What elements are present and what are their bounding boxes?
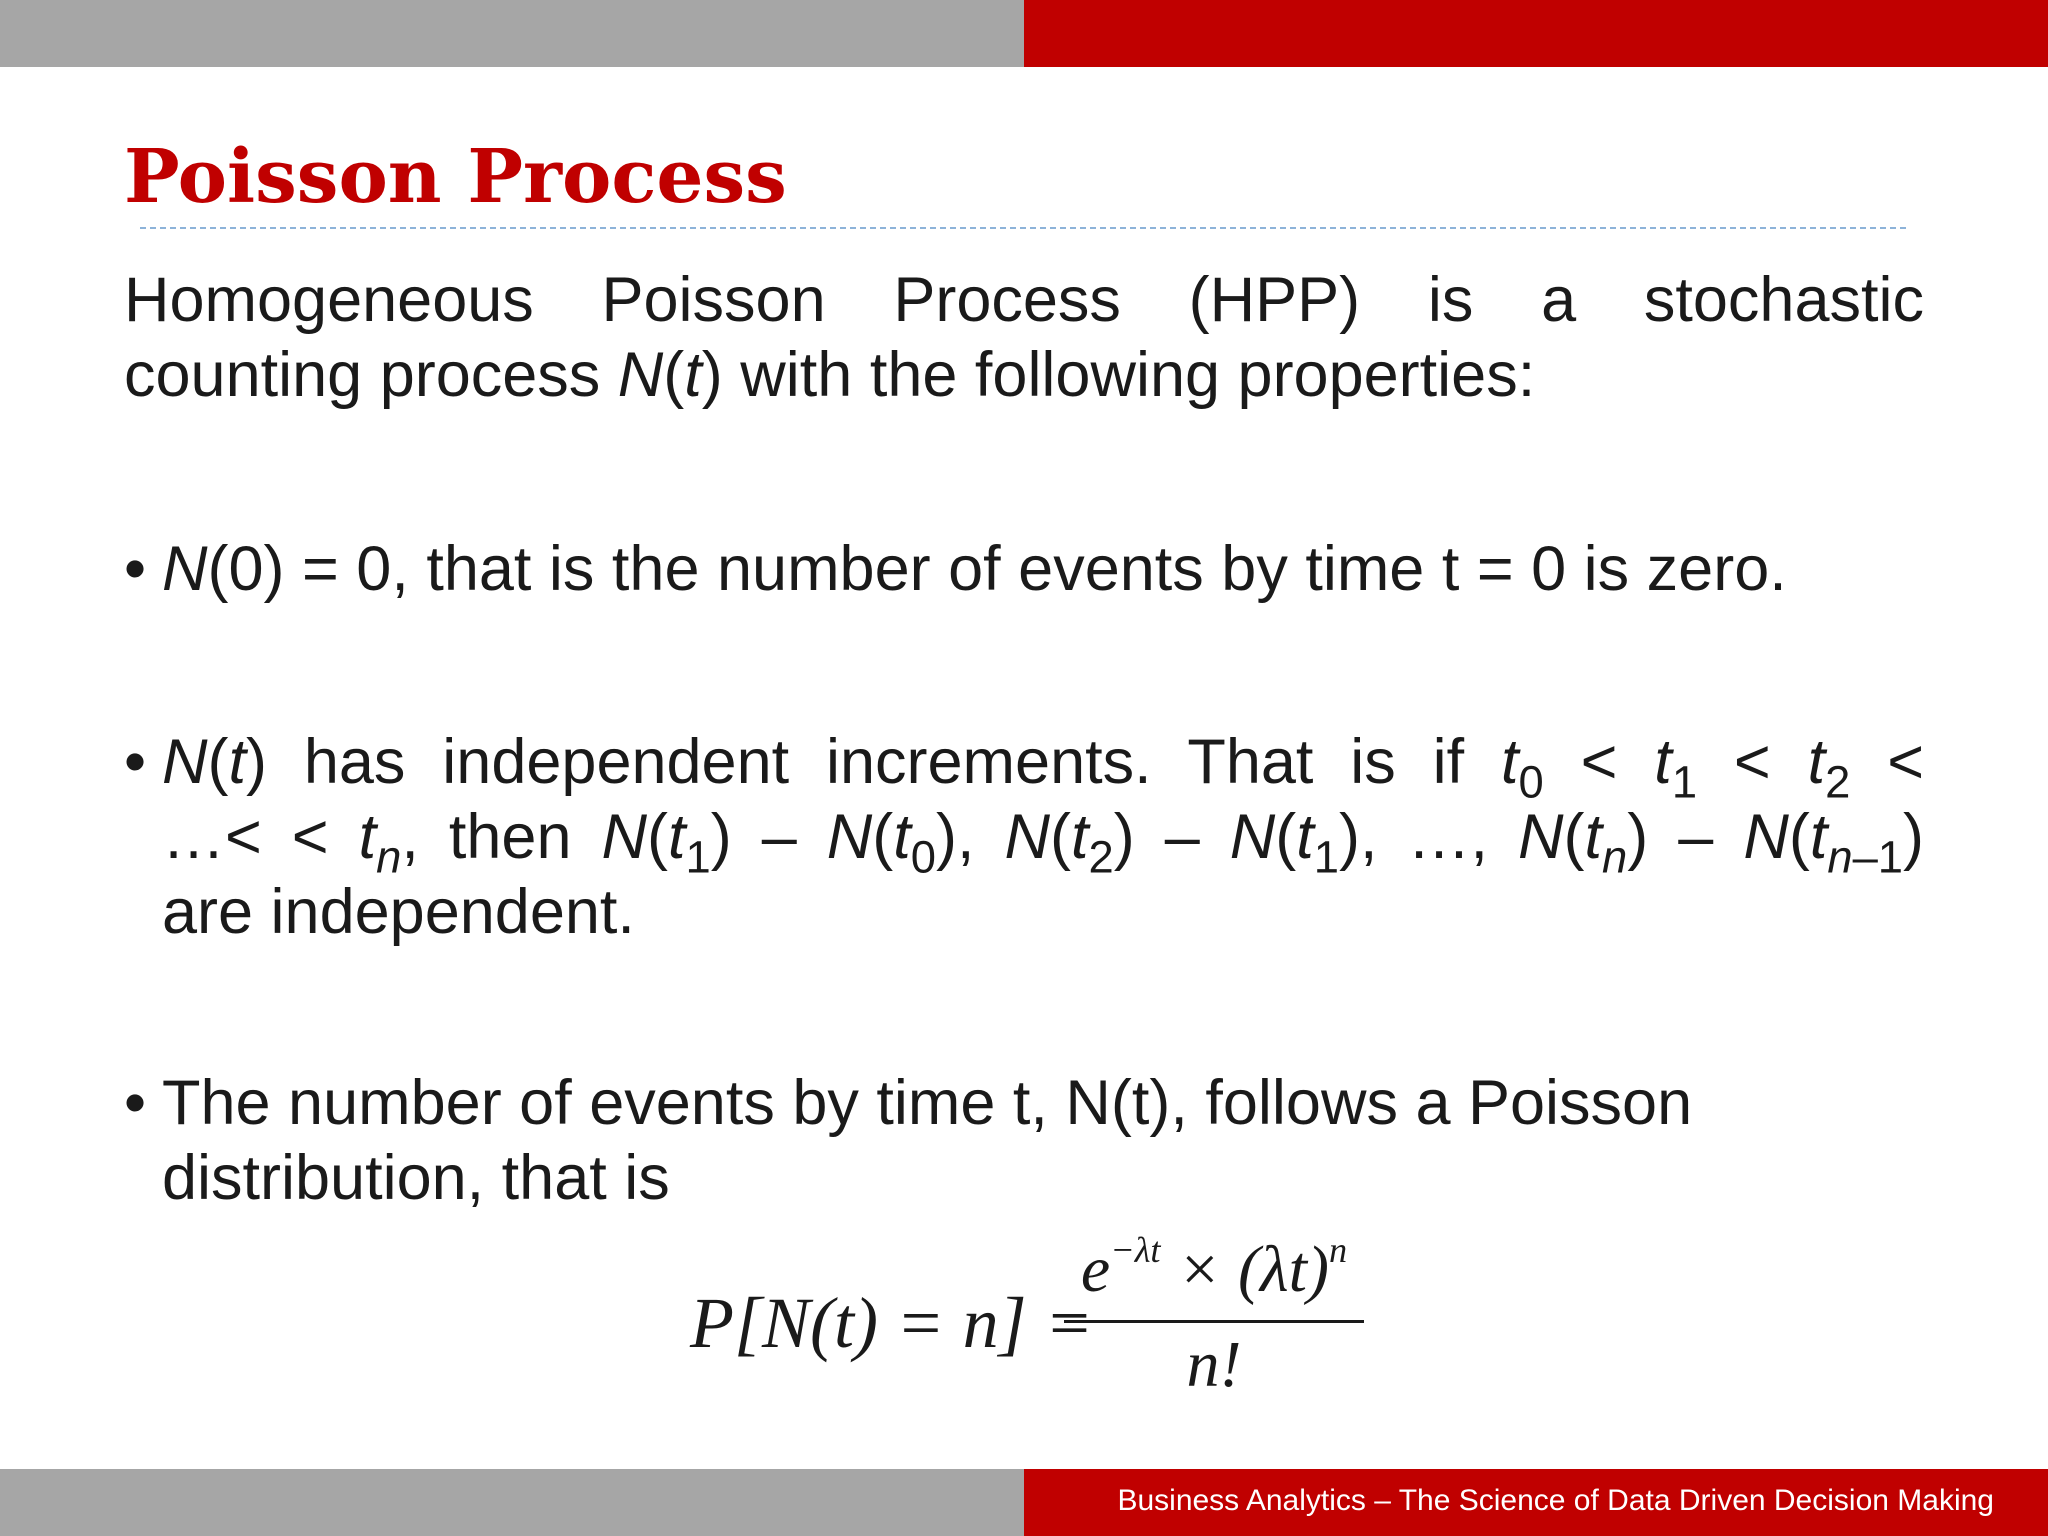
bullet-2-line-3: are independent. — [162, 877, 635, 947]
intro-line-1: Homogeneous Poisson Process (HPP) is a stochastic — [124, 265, 1924, 335]
top-band-gray — [0, 0, 1024, 67]
bullet-3-line-1: The number of events by time t, N(t), follows a Poisson — [162, 1068, 1693, 1138]
fraction-bar — [1064, 1320, 1364, 1323]
bullet-3-text — [162, 1066, 1924, 1216]
poisson-formula — [690, 1229, 1370, 1412]
bullet-item-2 — [124, 725, 1924, 950]
intro-line-2: counting process N(t) with the following properties: — [124, 340, 1536, 410]
bullet-3-line-2: distribution, that is — [162, 1143, 670, 1213]
footer-caption: Business Analytics – The Science of Data Driven Decision Making — [1117, 1484, 1994, 1517]
intro-paragraph — [124, 263, 1924, 413]
bullet-1-text: N(0) = 0, that is the number of events by time t = 0 is zero. — [162, 534, 1787, 604]
title-divider — [140, 227, 1906, 229]
formula-numerator: $e^{-\lambda t} \times (\lambda t)^n$ — [1080, 1229, 1348, 1306]
bullet-2-text — [162, 725, 1924, 950]
footer-band-gray — [0, 1469, 1024, 1536]
bullet-item-3 — [124, 1066, 1924, 1216]
formula-denominator: n! — [1186, 1328, 1242, 1401]
bullet-2-line-1: N(t) has independent increments. That is if $t_0 < t_1 < t_2$ < — [162, 727, 1924, 808]
bullet-marker: • — [124, 534, 147, 604]
formula-lhs: P[N(t) = n] = — [690, 1283, 1094, 1363]
top-band-red — [1024, 0, 2048, 67]
top-band — [0, 0, 2048, 67]
bullet-2-line-2: …< < $t_n$, then $N(t_1) - N(t_0)$, $N(t_2) - N(t_1)$, …, $N(t_n) - N(t_{n-1})$ — [162, 802, 1925, 883]
bullet-item-1 — [124, 532, 1924, 607]
bullet-marker: • — [124, 1068, 147, 1138]
bullet-marker: • — [124, 727, 147, 797]
slide-title: Poisson Process — [124, 134, 787, 220]
